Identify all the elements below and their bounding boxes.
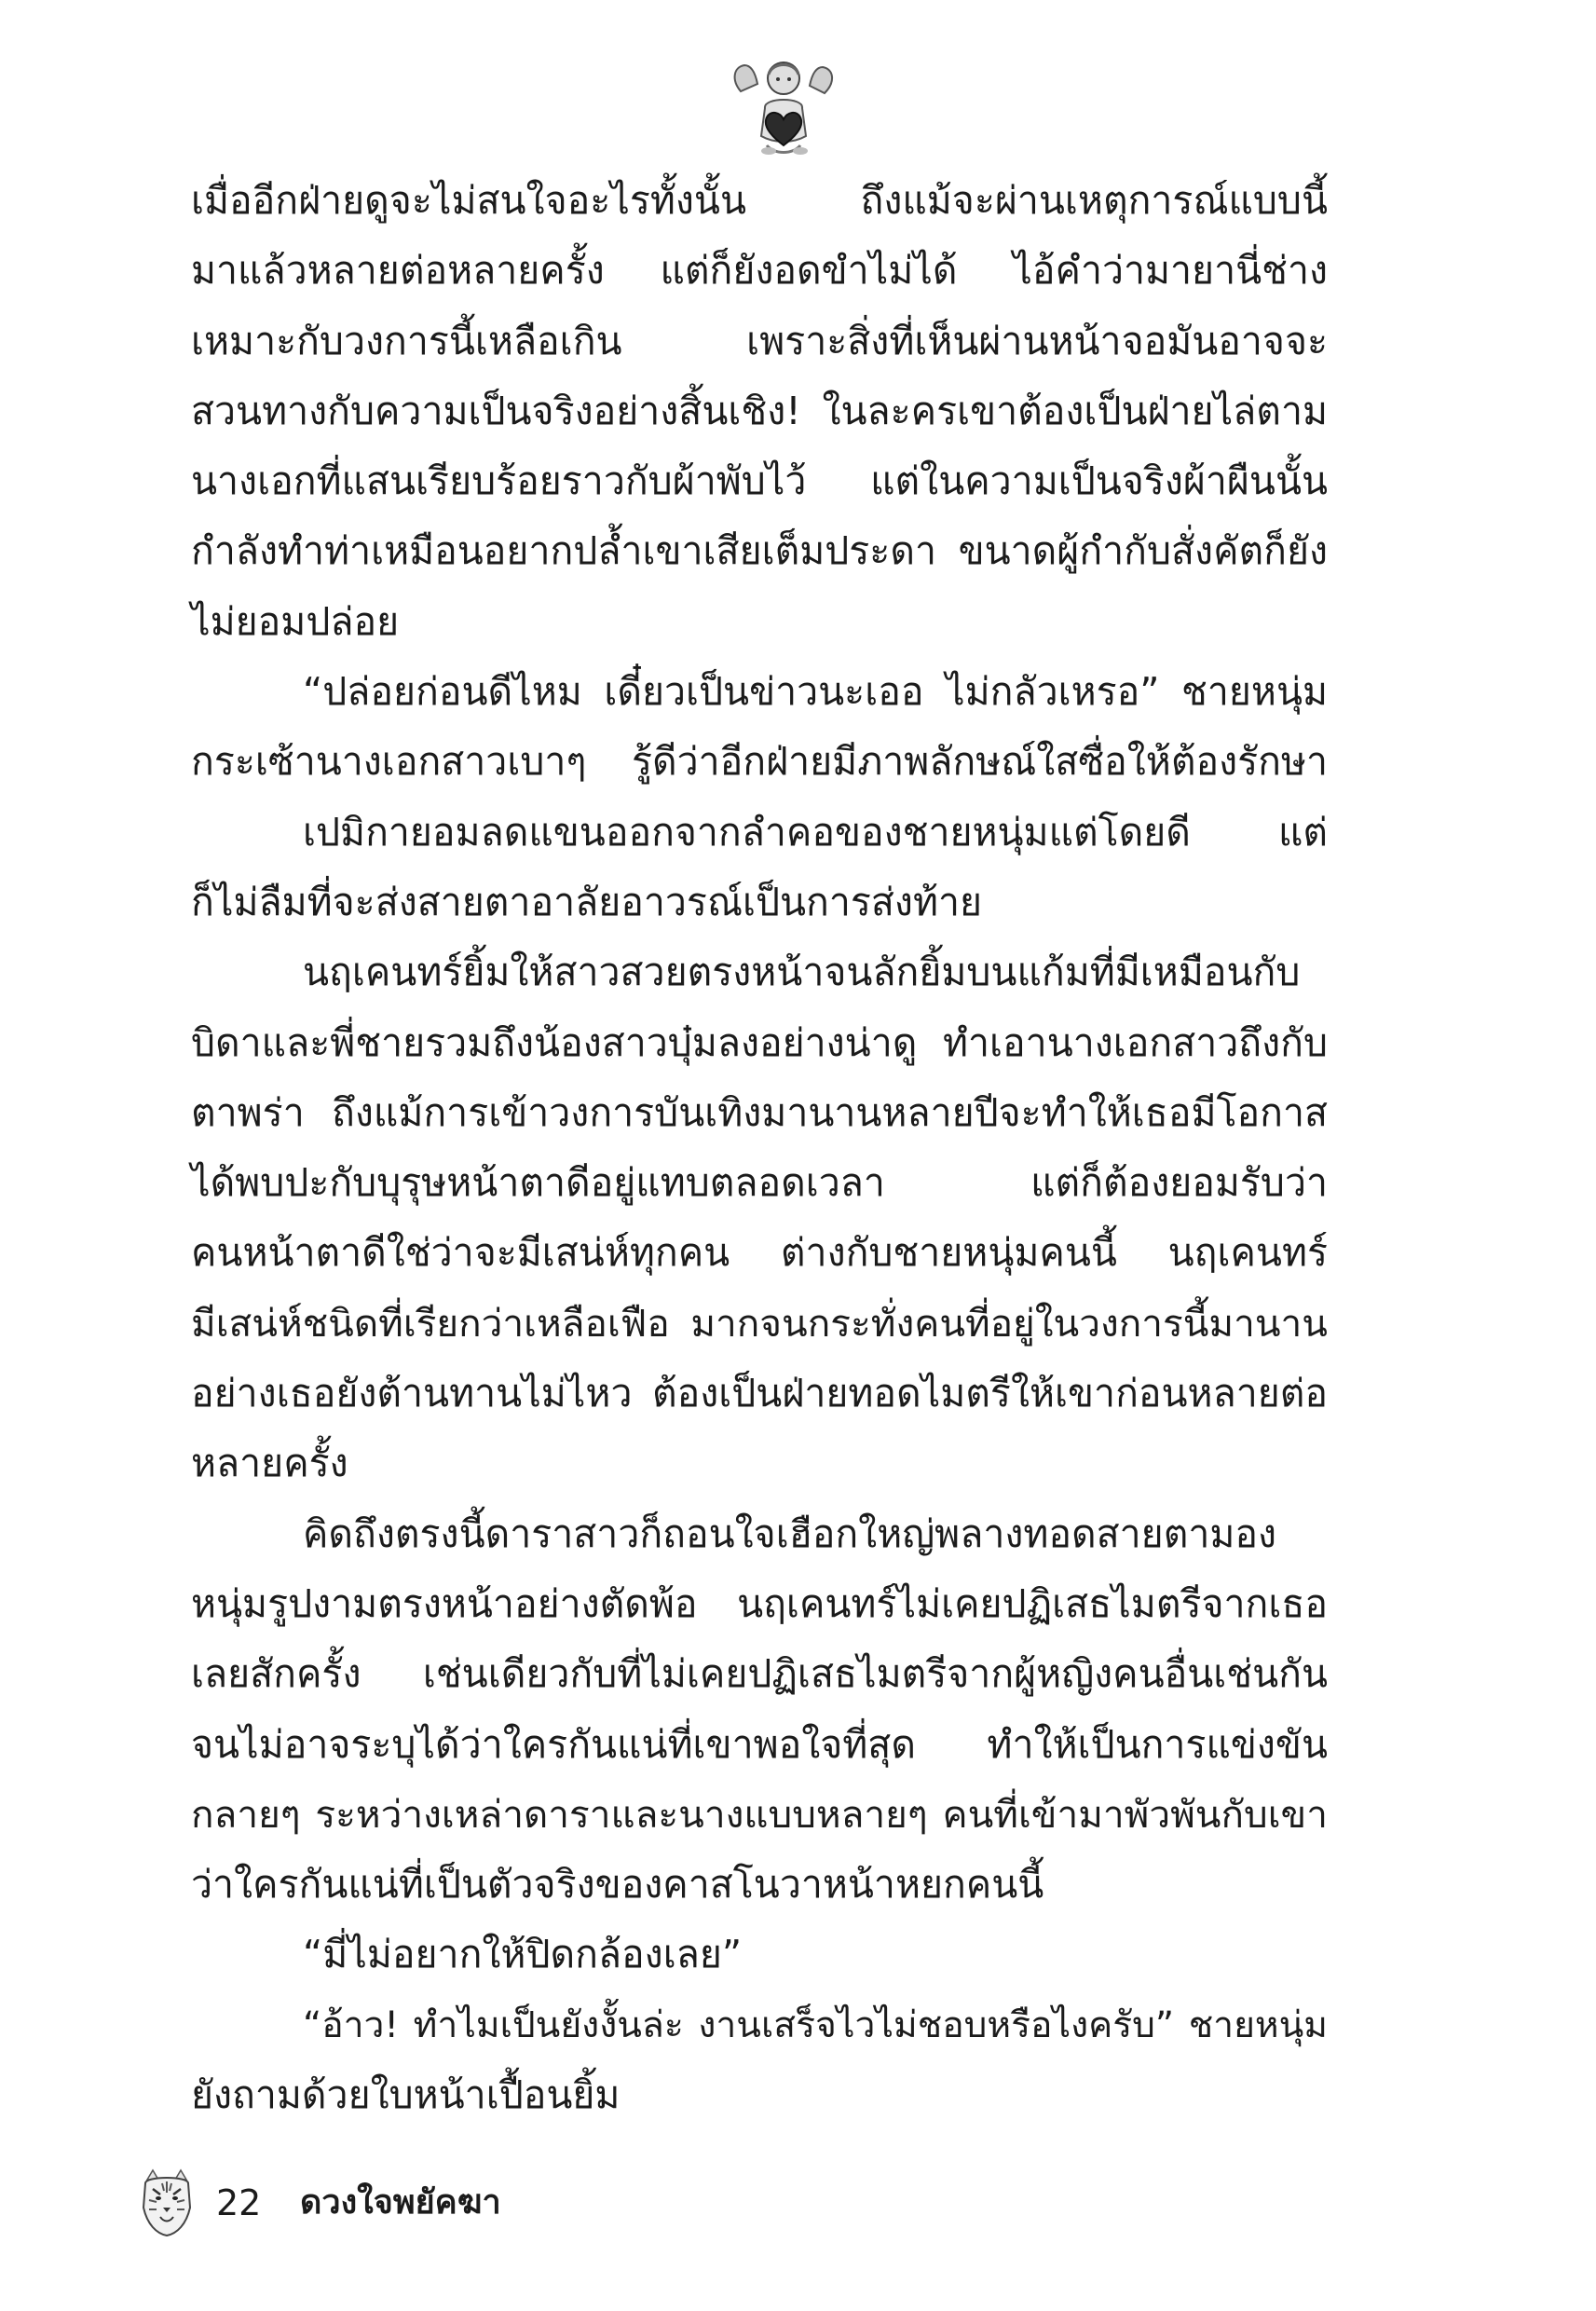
text-line: “อ้าว! ทำไมเป็นยังงั้นล่ะ งานเสร็จไวไม่ชอบหรือไงครับ” ชายหนุ่ม [303, 2003, 1328, 2046]
text-line: เปมิกายอมลดแขนออกจากลำคอของชายหนุ่มแต่โดยดี แต่ [303, 809, 1328, 855]
text-line: กลายๆ ระหว่างเหล่าดาราและนางแบบหลายๆ คนที่เข้ามาพัวพันกับเขา [191, 1791, 1328, 1837]
text-line: ไม่ยอมปล่อย [191, 598, 400, 644]
page-footer [140, 2167, 699, 2241]
text-line: “มี่ไม่อยากให้ปิดกล้องเลย” [303, 1932, 743, 1977]
text-line: กระเซ้านางเอกสาวเบาๆ รู้ดีว่าอีกฝ่ายมีภาพลักษณ์ใสซื่อให้ต้องรักษา [191, 739, 1328, 785]
text-line: ได้พบปะกับบุรุษหน้าตาดีอยู่แทบตลอดเวลา แต่ก็ต้องยอมรับว่า [191, 1160, 1328, 1206]
text-line: มาแล้วหลายต่อหลายครั้ง แต่ก็ยังอดขำไม่ได้ ไอ้คำว่ามายานี่ช่าง [191, 248, 1328, 294]
text-line: ตาพร่า ถึงแม้การเข้าวงการบันเทิงมานานหลายปีจะทำให้เธอมีโอกาส [191, 1089, 1328, 1135]
text-line: จนไม่อาจระบุได้ว่าใครกันแน่ที่เขาพอใจที่สุด ทำให้เป็นการแข่งขัน [191, 1721, 1328, 1767]
text-line: เหมาะกับวงการนี้เหลือเกิน เพราะสิ่งที่เห็นผ่านหน้าจอมันอาจจะ [191, 318, 1328, 363]
tiger-head-icon [140, 2167, 194, 2239]
text-line: ก็ไม่ลืมที่จะส่งสายตาอาลัยอาวรณ์เป็นการส่งท้าย [191, 879, 983, 924]
body-text [191, 166, 1328, 2130]
text-line: ว่าใครกันแน่ที่เป็นตัวจริงของคาสโนวาหน้าหยกคนนี้ [191, 1862, 1044, 1908]
book-title: ดวงใจพยัคฆา [300, 2183, 501, 2222]
text-line: เลยสักครั้ง เช่นเดียวกับที่ไม่เคยปฏิเสธไมตรีจากผู้หญิงคนอื่นเช่นกัน [191, 1651, 1328, 1697]
text-line: นางเอกที่แสนเรียบร้อยราวกับผ้าพับไว้ แต่ในความเป็นจริงผ้าผืนนั้น [191, 458, 1328, 504]
text-line: มีเสน่ห์ชนิดที่เรียกว่าเหลือเฟือ มากจนกระทั่งคนที่อยู่ในวงการนี้มานาน [191, 1300, 1328, 1346]
text-line: สวนทางกับความเป็นจริงอย่างสิ้นเชิง! ในละครเขาต้องเป็นฝ่ายไล่ตาม [191, 388, 1328, 433]
text-line: คนหน้าตาดีใช่ว่าจะมีเสน่ห์ทุกคน ต่างกับชายหนุ่มคนนี้ นฤเคนทร์ [191, 1230, 1328, 1276]
text-line: นฤเคนทร์ยิ้มให้สาวสวยตรงหน้าจนลักยิ้มบนแก้มที่มีเหมือนกับ [303, 950, 1301, 995]
text-line: “ปล่อยก่อนดีไหม เดี๋ยวเป็นข่าวนะเออ ไม่กลัวเหรอ” ชายหนุ่ม [303, 669, 1328, 715]
page-number: 22 [216, 2182, 262, 2223]
text-line: หลายครั้ง [191, 1441, 348, 1486]
cupid-heart-icon [728, 54, 839, 158]
text-line: หนุ่มรูปงามตรงหน้าอย่างตัดพ้อ นฤเคนทร์ไม่เคยปฏิเสธไมตรีจากเธอ [191, 1580, 1328, 1626]
text-line: เมื่ออีกฝ่ายดูจะไม่สนใจอะไรทั้งนั้น ถึงแม้จะผ่านเหตุการณ์แบบนี้ [191, 178, 1328, 223]
text-line: คิดถึงตรงนี้ดาราสาวก็ถอนใจเฮือกใหญ่พลางทอดสายตามอง [303, 1511, 1277, 1556]
text-line: กำลังทำท่าเหมือนอยากปล้ำเขาเสียเต็มประดา ขนาดผู้กำกับสั่งคัตก็ยัง [191, 528, 1328, 574]
text-line: อย่างเธอยังต้านทานไม่ไหว ต้องเป็นฝ่ายทอดไมตรีให้เขาก่อนหลายต่อ [191, 1371, 1328, 1416]
text-line: ยังถามด้วยใบหน้าเปื้อนยิ้ม [191, 2072, 621, 2118]
text-line: บิดาและพี่ชายรวมถึงน้องสาวบุ๋มลงอย่างน่าดู ทำเอานางเอกสาวถึงกับ [191, 1019, 1328, 1065]
